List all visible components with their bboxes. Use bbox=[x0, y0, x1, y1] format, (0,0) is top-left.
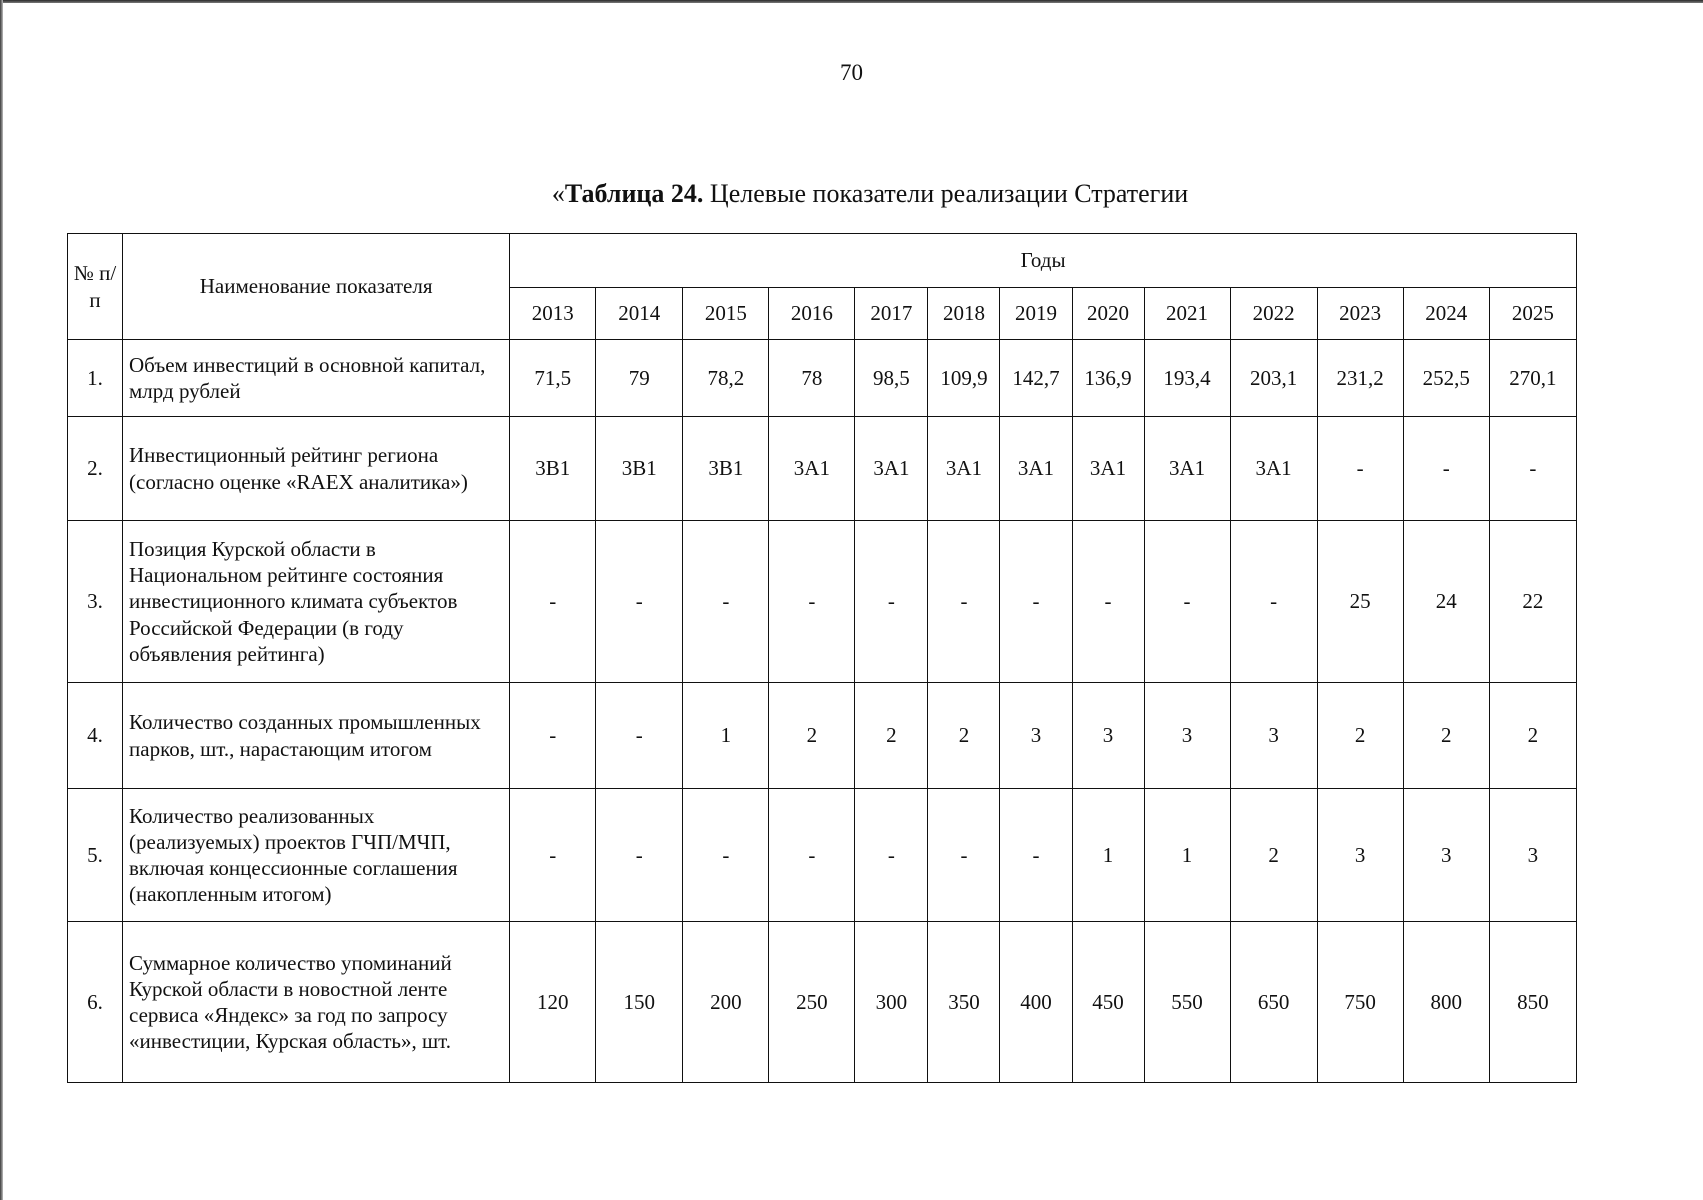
value-cell: 250 bbox=[769, 922, 855, 1083]
value-cell: 22 bbox=[1489, 521, 1576, 683]
value-cell: - bbox=[510, 789, 596, 922]
value-cell: 3 bbox=[1317, 789, 1403, 922]
table-row bbox=[68, 789, 1577, 922]
value-cell: - bbox=[769, 789, 855, 922]
header-year: 2024 bbox=[1403, 288, 1489, 340]
value-cell: 3 bbox=[1230, 683, 1317, 789]
value-cell: - bbox=[855, 521, 928, 683]
value-cell: - bbox=[928, 521, 1000, 683]
value-cell: 3В1 bbox=[683, 417, 769, 521]
row-number: 2. bbox=[68, 417, 123, 521]
indicators-table bbox=[67, 233, 1577, 1083]
value-cell: - bbox=[1144, 521, 1230, 683]
value-cell: 450 bbox=[1072, 922, 1144, 1083]
value-cell: 71,5 bbox=[510, 340, 596, 417]
value-cell: 150 bbox=[596, 922, 683, 1083]
header-row-1 bbox=[68, 234, 1577, 288]
indicator-name: Суммарное количество упоминаний Курской области в новостной ленте сервиса «Яндекс» за год по запросу «инвестиции, Курская область», шт. bbox=[123, 922, 510, 1083]
value-cell: - bbox=[596, 683, 683, 789]
table-header bbox=[68, 234, 1577, 340]
value-cell: 3А1 bbox=[1144, 417, 1230, 521]
header-year: 2018 bbox=[928, 288, 1000, 340]
header-year: 2025 bbox=[1489, 288, 1576, 340]
value-cell: 300 bbox=[855, 922, 928, 1083]
value-cell: 2 bbox=[769, 683, 855, 789]
value-cell: - bbox=[928, 789, 1000, 922]
value-cell: - bbox=[1000, 789, 1072, 922]
value-cell: 1 bbox=[1072, 789, 1144, 922]
table-row bbox=[68, 521, 1577, 683]
value-cell: - bbox=[1403, 417, 1489, 521]
header-year: 2017 bbox=[855, 288, 928, 340]
header-year: 2016 bbox=[769, 288, 855, 340]
value-cell: - bbox=[1317, 417, 1403, 521]
indicator-name: Объем инвестиций в основной капитал, млрд рублей bbox=[123, 340, 510, 417]
value-cell: 3А1 bbox=[855, 417, 928, 521]
value-cell: - bbox=[596, 521, 683, 683]
caption-open-quote: « bbox=[551, 179, 565, 208]
value-cell: 3А1 bbox=[769, 417, 855, 521]
value-cell: 193,4 bbox=[1144, 340, 1230, 417]
value-cell: 78,2 bbox=[683, 340, 769, 417]
value-cell: - bbox=[769, 521, 855, 683]
value-cell: - bbox=[596, 789, 683, 922]
value-cell: 203,1 bbox=[1230, 340, 1317, 417]
value-cell: 109,9 bbox=[928, 340, 1000, 417]
value-cell: - bbox=[683, 789, 769, 922]
value-cell: - bbox=[510, 521, 596, 683]
value-cell: 2 bbox=[928, 683, 1000, 789]
row-number: 1. bbox=[68, 340, 123, 417]
value-cell: 2 bbox=[1230, 789, 1317, 922]
value-cell: - bbox=[510, 683, 596, 789]
value-cell: 800 bbox=[1403, 922, 1489, 1083]
table-body bbox=[68, 340, 1577, 1083]
row-number: 4. bbox=[68, 683, 123, 789]
header-years: Годы bbox=[510, 234, 1577, 288]
row-number: 6. bbox=[68, 922, 123, 1083]
value-cell: 142,7 bbox=[1000, 340, 1072, 417]
header-year: 2021 bbox=[1144, 288, 1230, 340]
caption-table-label: Таблица 24. bbox=[564, 179, 704, 208]
value-cell: 3В1 bbox=[596, 417, 683, 521]
value-cell: 270,1 bbox=[1489, 340, 1576, 417]
value-cell: 200 bbox=[683, 922, 769, 1083]
value-cell: 3 bbox=[1403, 789, 1489, 922]
value-cell: 650 bbox=[1230, 922, 1317, 1083]
value-cell: 79 bbox=[596, 340, 683, 417]
value-cell: 850 bbox=[1489, 922, 1576, 1083]
value-cell: 3А1 bbox=[1000, 417, 1072, 521]
value-cell: - bbox=[1072, 521, 1144, 683]
indicator-name: Количество реализованных (реализуемых) проектов ГЧП/МЧП, включая концессионные соглашения (накопленным итогом) bbox=[123, 789, 510, 922]
header-year: 2015 bbox=[683, 288, 769, 340]
value-cell: - bbox=[1000, 521, 1072, 683]
header-year: 2023 bbox=[1317, 288, 1403, 340]
table-row bbox=[68, 340, 1577, 417]
value-cell: 252,5 bbox=[1403, 340, 1489, 417]
header-num: № п/п bbox=[68, 234, 123, 340]
value-cell: 120 bbox=[510, 922, 596, 1083]
row-number: 5. bbox=[68, 789, 123, 922]
value-cell: 3 bbox=[1489, 789, 1576, 922]
value-cell: 136,9 bbox=[1072, 340, 1144, 417]
row-number: 3. bbox=[68, 521, 123, 683]
value-cell: 750 bbox=[1317, 922, 1403, 1083]
value-cell: 3 bbox=[1144, 683, 1230, 789]
header-year: 2019 bbox=[1000, 288, 1072, 340]
value-cell: 3 bbox=[1072, 683, 1144, 789]
header-year: 2013 bbox=[510, 288, 596, 340]
page-number: 70 bbox=[840, 60, 863, 85]
table-row bbox=[68, 922, 1577, 1083]
indicator-name: Позиция Курской области в Национальном рейтинге состояния инвестиционного климата субъектов Российской Федерации (в году объявления рейтинга) bbox=[123, 521, 510, 683]
value-cell: - bbox=[1230, 521, 1317, 683]
indicator-name: Инвестиционный рейтинг региона (согласно оценке «RAEX аналитика») bbox=[123, 417, 510, 521]
value-cell: 3В1 bbox=[510, 417, 596, 521]
value-cell: 350 bbox=[928, 922, 1000, 1083]
value-cell: 98,5 bbox=[855, 340, 928, 417]
value-cell: 3 bbox=[1000, 683, 1072, 789]
value-cell: 24 bbox=[1403, 521, 1489, 683]
value-cell: 2 bbox=[855, 683, 928, 789]
value-cell: 2 bbox=[1403, 683, 1489, 789]
header-year: 2014 bbox=[596, 288, 683, 340]
indicator-name: Количество созданных промышленных парков, шт., нарастающим итогом bbox=[123, 683, 510, 789]
value-cell: 550 bbox=[1144, 922, 1230, 1083]
value-cell: 231,2 bbox=[1317, 340, 1403, 417]
table-caption bbox=[0, 179, 1703, 209]
value-cell: 25 bbox=[1317, 521, 1403, 683]
table-row bbox=[68, 417, 1577, 521]
value-cell: - bbox=[683, 521, 769, 683]
value-cell: 400 bbox=[1000, 922, 1072, 1083]
scan-edge-top bbox=[0, 0, 1703, 3]
value-cell: - bbox=[1489, 417, 1576, 521]
value-cell: 2 bbox=[1317, 683, 1403, 789]
value-cell: - bbox=[855, 789, 928, 922]
header-year: 2020 bbox=[1072, 288, 1144, 340]
value-cell: 3А1 bbox=[1072, 417, 1144, 521]
table-row bbox=[68, 683, 1577, 789]
value-cell: 2 bbox=[1489, 683, 1576, 789]
header-year: 2022 bbox=[1230, 288, 1317, 340]
value-cell: 3А1 bbox=[928, 417, 1000, 521]
caption-title: Целевые показатели реализации Стратегии bbox=[703, 179, 1189, 208]
header-name: Наименование показателя bbox=[123, 234, 510, 340]
value-cell: 3А1 bbox=[1230, 417, 1317, 521]
value-cell: 78 bbox=[769, 340, 855, 417]
value-cell: 1 bbox=[1144, 789, 1230, 922]
value-cell: 1 bbox=[683, 683, 769, 789]
